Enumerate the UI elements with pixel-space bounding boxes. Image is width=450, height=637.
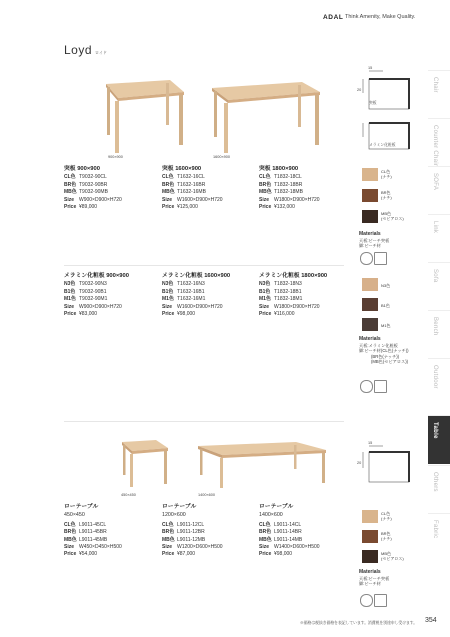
swatch-label: MB色 (セピアロス)	[381, 211, 404, 221]
table-image-900	[92, 70, 192, 155]
dimension-label: 15	[368, 66, 373, 70]
product-name: ローテーブル	[162, 504, 197, 510]
low-table-image-1400	[192, 436, 332, 491]
tab-fabric[interactable]: Fabric	[428, 513, 450, 562]
swatch-label: M1色	[381, 323, 391, 328]
product-spec: ローテーブル 1400×600 CL色 L9011-14CL BR色 L9011-14BR MB色 L9011-14MB Size W1400×D600×H500 Price ¥98,000	[259, 504, 351, 559]
dimension-label: 20	[357, 88, 362, 92]
tab-outdoor[interactable]: Outdoor	[428, 358, 450, 407]
new-icon	[360, 380, 373, 393]
new-icon	[360, 594, 373, 607]
image-size-caption: 1600×900	[213, 155, 230, 159]
product-spec: ローテーブル 1200×600 CL色 L9011-12CL BR色 L9011-12BR MB色 L9011-12MB Size W1200×D600×H500 Price ¥87,000	[162, 504, 254, 559]
color-swatch	[362, 530, 378, 543]
edge-profile-diagram	[357, 438, 417, 488]
series-subtitle: ロイド	[95, 50, 107, 55]
swatch-label: BR色 (ナチ)	[381, 531, 392, 541]
diagram-label: 突板	[369, 101, 377, 105]
tab-bench[interactable]: Bench	[428, 310, 450, 359]
product-name: ローテーブル	[64, 504, 99, 510]
assembly-icon	[374, 380, 387, 393]
tab-link[interactable]: Link	[428, 214, 450, 263]
category-tabs	[428, 70, 450, 570]
product-name: 突板 900×900	[64, 166, 100, 172]
product-spec: 突板 900×900 CL色 T9032-90CL BR色 T9032-90BR MB色 T9032-90MB Size W900×D900×H720 Price ¥89,000	[64, 166, 156, 211]
tab-sofa[interactable]: Sofa	[428, 262, 450, 311]
dimension-label: 15	[368, 441, 373, 445]
color-swatch	[362, 168, 378, 181]
product-spec: メラミン化粧板 900×900 N3色 T9032-90N3 B1色 T9032-90B1 M1色 T9032-90M1 Size W900×D900×H720 Price ¥83,000	[64, 273, 156, 318]
product-spec: メラミン化粧板 1600×900 N3色 T1632-16N3 B1色 T1632-16B1 M1色 T1632-16M1 Size W1600×D900×H720 Price ¥98,000	[162, 273, 254, 318]
product-size-sub: 450×450	[64, 512, 85, 519]
image-size-caption: 1400×600	[198, 493, 215, 497]
low-table-image-450	[118, 432, 173, 492]
brand-logo: ADAL	[323, 14, 344, 21]
brand-tagline: Think Amenity, Make Quality.	[345, 14, 416, 20]
tab-others[interactable]: Others	[428, 465, 450, 514]
tab-counter-chair[interactable]: Counter Chair	[428, 118, 450, 167]
product-name: メラミン化粧板 1800×900	[259, 273, 328, 279]
product-spec: 突板 1600×900 CL色 T1632-16CL BR色 T1632-16BR MB色 T1632-16MB Size W1600×D900×H720 Price ¥125,000	[162, 166, 254, 211]
product-spec: メラミン化粧板 1800×900 N3色 T1832-18N3 B1色 T1832-18B1 M1色 T1832-18M1 Size W1800×D900×H720 Price ¥116,000	[259, 273, 351, 318]
swatch-label: MB色 (セピアロス)	[381, 551, 404, 561]
assembly-icon	[374, 594, 387, 607]
color-swatch	[362, 510, 378, 523]
product-name: メラミン化粧板 900×900	[64, 273, 129, 279]
product-name: メラミン化粧板 1600×900	[162, 273, 231, 279]
product-size-sub: 1200×600	[162, 512, 186, 519]
product-name: 突板 1800×900	[259, 166, 299, 172]
swatch-label: CL色 (ナチ)	[381, 169, 392, 179]
edge-profile-diagram	[357, 63, 417, 153]
color-swatch	[362, 189, 378, 202]
color-swatch	[362, 318, 378, 331]
section-divider	[64, 265, 344, 266]
product-name: ローテーブル	[259, 504, 294, 510]
color-swatch	[362, 550, 378, 563]
section-divider	[64, 421, 344, 422]
tab-sofa-upper[interactable]: SOFA	[428, 166, 450, 215]
dimension-label: 20	[357, 461, 362, 465]
materials-block: Materials 天板:ビーチ突板 脚:ビーチ材	[359, 569, 390, 587]
swatch-label: B1色	[381, 303, 390, 308]
new-icon	[360, 252, 373, 265]
tab-table[interactable]: Table	[428, 415, 450, 464]
materials-block: Materials 天板:ビーチ突板 脚:ビーチ材	[359, 231, 390, 249]
product-size-sub: 1400×600	[259, 512, 283, 519]
materials-block: Materials 天板:メラミン化粧板 脚:ビーチ材(CL色(ナッチ)) (BR色(ナッチ)) (MB色(セピアロス))	[359, 336, 409, 365]
page-number: 354	[425, 617, 437, 624]
diagram-label: メラミン化粧板	[369, 143, 396, 147]
swatch-label: N3色	[381, 283, 391, 288]
color-swatch	[362, 210, 378, 223]
product-spec: 突板 1800×900 CL色 T1832-18CL BR色 T1832-18BR MB色 T1832-18MB Size W1800×D900×H720 Price ¥132,000	[259, 166, 351, 211]
price-footnote: ※価格は税抜き価格を表記しています。消費税を別途申し受けます。	[300, 621, 418, 625]
image-size-caption: 450×450	[121, 493, 136, 497]
swatch-label: BR色 (ナチ)	[381, 190, 392, 200]
product-name: 突板 1600×900	[162, 166, 202, 172]
color-swatch	[362, 278, 378, 291]
color-swatch	[362, 298, 378, 311]
assembly-icon	[374, 252, 387, 265]
image-size-caption: 900×900	[108, 155, 123, 159]
swatch-label: CL色 (ナチ)	[381, 511, 392, 521]
table-image-1600	[198, 72, 328, 157]
tab-chair[interactable]: Chair	[428, 70, 450, 119]
product-spec: ローテーブル 450×450 CL色 L9011-45CL BR色 L9011-45BR MB色 L9011-45MB Size W450×D450×H500 Price ¥54,000	[64, 504, 156, 559]
series-title: Loyd	[64, 43, 93, 57]
